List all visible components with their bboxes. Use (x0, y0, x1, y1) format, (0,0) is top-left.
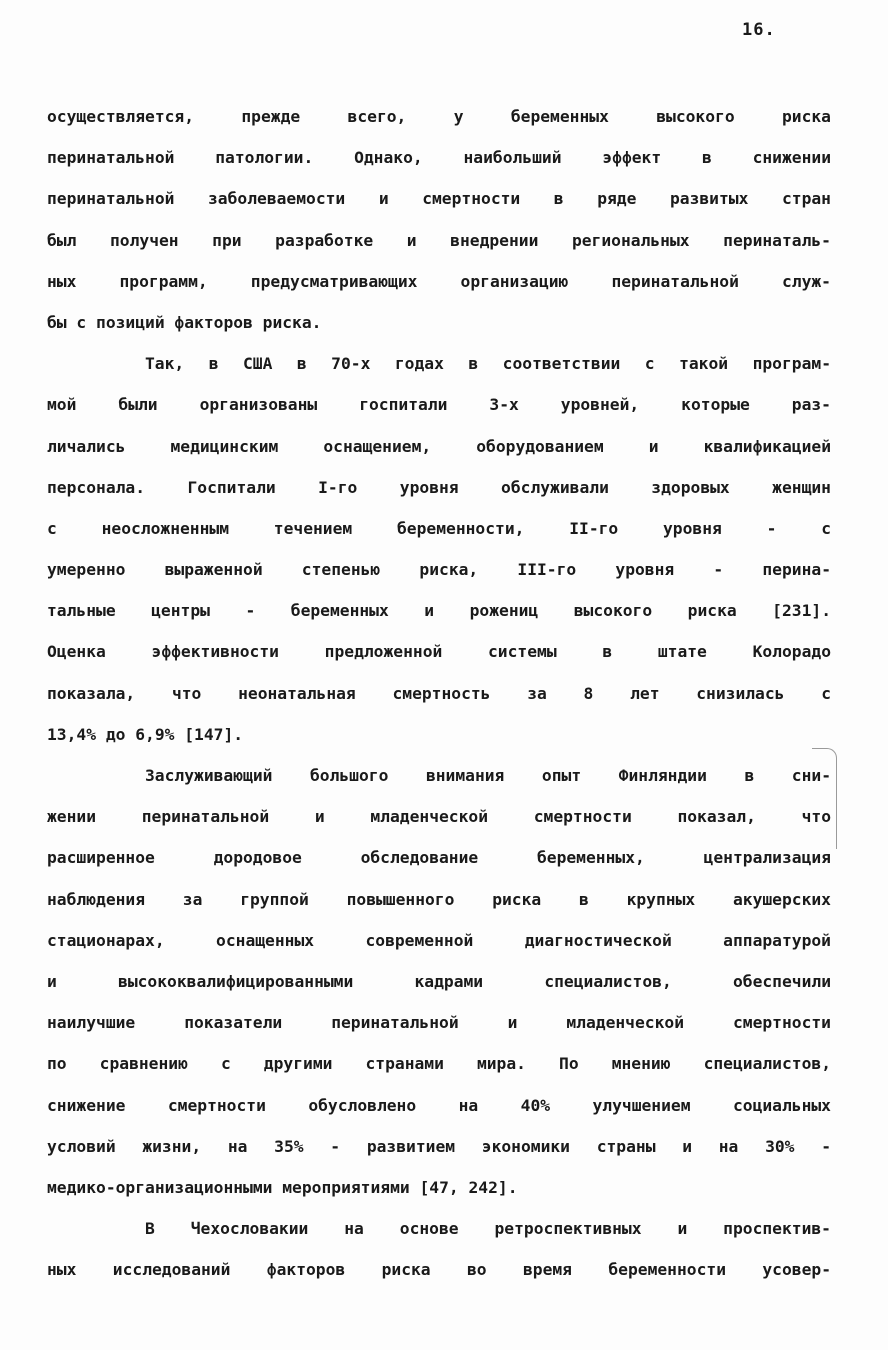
text-line: и высококвалифицированными кадрами специалистов, обеспечили (47, 971, 831, 991)
body-text (47, 96, 831, 1290)
text-line: осуществляется, прежде всего, у беременных высокого риска (47, 107, 831, 126)
text-line: наблюдения за группой повышенного риска в крупных акушерских (47, 889, 831, 909)
text-line: стационарах, оснащенных современной диагностической аппаратурой (47, 930, 831, 950)
text-line: ных программ, предусматривающих организацию перинатальной служ- (47, 271, 831, 291)
text-line: жении перинатальной и младенческой смертности показал, что (47, 807, 831, 827)
text-line: В Чехословакии на основе ретроспективных и проспектив- (145, 1219, 831, 1239)
page-number: 16. (742, 20, 776, 40)
text-line: медико-организационными мероприятиями [47, 242]. (47, 1177, 518, 1197)
text-line: с неосложненным течением беременности, II-го уровня - с (47, 518, 831, 538)
text-line: наилучшие показатели перинатальной и младенческой смертности (47, 1013, 831, 1033)
text-line: по сравнению с другими странами мира. По мнению специалистов, (47, 1054, 831, 1074)
text-line: был получен при разработке и внедрении региональных перинаталь- (47, 230, 831, 250)
text-line: показала, что неонатальная смертность за 8 лет снизилась с (47, 683, 831, 703)
text-line: перинатальной патологии. Однако, наибольший эффект в снижении (47, 148, 831, 168)
text-line: снижение смертности обусловлено на 40% улучшением социальных (47, 1095, 831, 1115)
text-line: мой были организованы госпитали 3-х уровней, которые раз- (47, 395, 831, 415)
text-line: бы с позиций факторов риска. (47, 312, 322, 332)
text-line: персонала. Госпитали I-го уровня обслуживали здоровых женщин (47, 477, 831, 497)
text-line: условий жизни, на 35% - развитием экономики страны и на 30% - (47, 1136, 831, 1156)
text-line: расширенное дородовое обследование беременных, централизация (47, 848, 831, 868)
text-line: Заслуживающий большого внимания опыт Финляндии в сни- (145, 766, 831, 785)
text-line: тальные центры - беременных и рожениц высокого риска [231]. (47, 601, 831, 621)
text-line: Оценка эффективности предложенной системы в штате Колорадо (47, 642, 831, 662)
text-line: умеренно выраженной степенью риска, III-го уровня - перина- (47, 560, 831, 580)
text-line: личались медицинским оснащением, оборудованием и квалификацией (47, 436, 831, 456)
text-line: 13,4% до 6,9% [147]. (47, 724, 244, 744)
text-line: Так, в США в 70-х годах в соответствии с такой програм- (145, 354, 831, 374)
text-line: ных исследований факторов риска во время беременности усовер- (47, 1260, 831, 1280)
text-line: перинатальной заболеваемости и смертности в ряде развитых стран (47, 189, 831, 209)
margin-bracket-mark (812, 748, 837, 849)
